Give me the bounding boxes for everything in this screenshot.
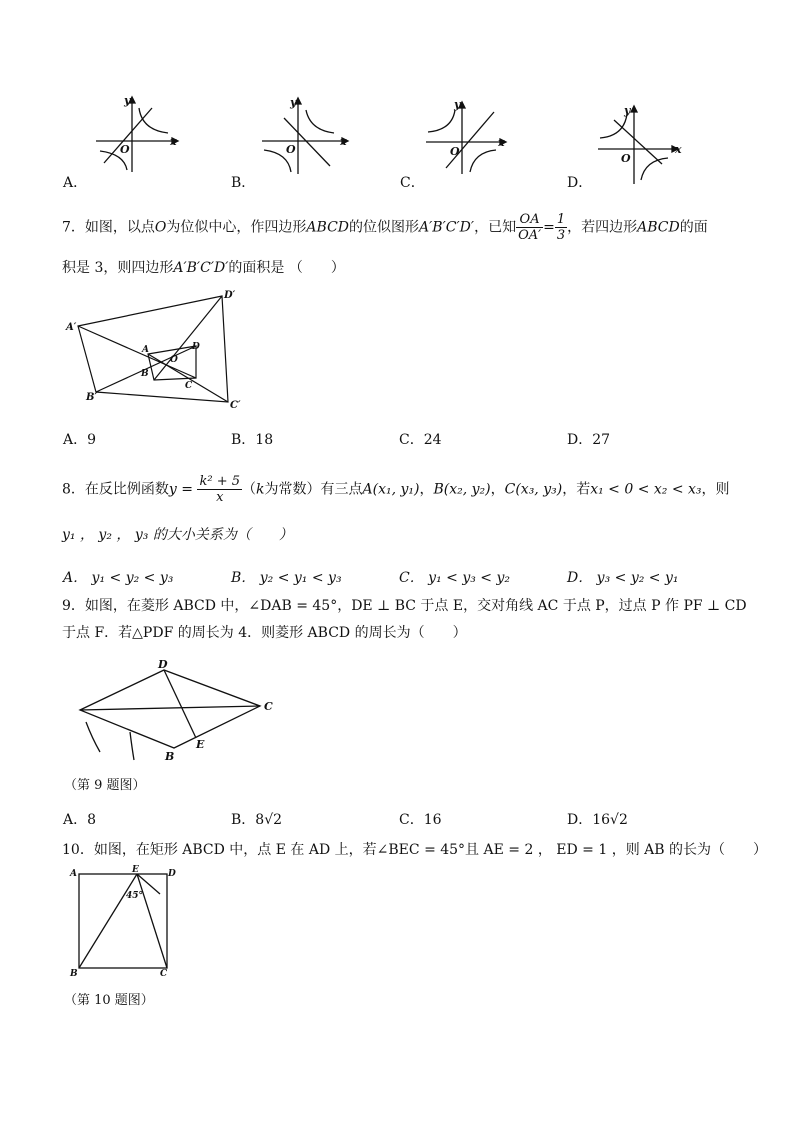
- q7-ratio-fraction: $\frac{OA}{OA'}$: [518, 212, 542, 243]
- q9-figure-caption: （第 9 题图）: [64, 778, 146, 793]
- q7-label-c1: C′: [230, 400, 241, 411]
- q7-option-b[interactable]: B．18: [231, 432, 274, 448]
- q8-stem-line2: y₁ ， y₂ ， y₃ 的大小关系为（ ）: [62, 527, 293, 543]
- q7-stem-line1: 7．如图，以点O为位似中心，作四边形ABCD的位似图形A′B′C′D′，已知 $\frac{OA}{OA'}$ = $\frac{1}{3}$ ，若四边形ABCD的面: [62, 212, 708, 243]
- q10-figure-caption: （第 10 题图）: [64, 993, 154, 1008]
- q6d-y-label: y: [624, 104, 631, 117]
- q6c-o-label: O: [450, 145, 460, 158]
- q7-label-b1: B′: [86, 392, 98, 403]
- q8-option-a[interactable]: A． y₁ < y₂ < y₃: [63, 570, 174, 586]
- q6-option-d[interactable]: D．: [567, 175, 593, 191]
- q7-option-a[interactable]: A．9: [63, 432, 97, 448]
- q7-stem-line2: 积是 3，则四边形A′B′C′D′的面积是 （ ）: [62, 260, 345, 276]
- q10-label-e: E: [132, 865, 139, 875]
- q8-function-fraction: $\frac{\text{k² + 5}}{x}$: [199, 474, 241, 505]
- q6c-x-label: x: [498, 136, 505, 149]
- q8-option-d[interactable]: D． y₃ < y₂ < y₁: [567, 570, 679, 586]
- q6c-y-label: y: [454, 98, 461, 111]
- q6d-o-label: O: [621, 152, 631, 165]
- q9-stem-line2: 于点 F．若△PDF 的周长为 4．则菱形 ABCD 的周长为（ ）: [62, 625, 467, 641]
- q10-label-b: B: [70, 969, 78, 979]
- q10-stem-line1: 10．如图，在矩形 ABCD 中，点 E 在 AD 上，若∠BEC = 45°且 AE = 2 ， ED = 1 ，则 AB 的长为（ ）: [62, 842, 768, 858]
- q10-label-a: A: [70, 869, 77, 879]
- q7-one-third: $\frac{1}{3}$: [556, 212, 566, 243]
- q10-label-c: C: [160, 969, 168, 979]
- q6-option-b[interactable]: B．: [231, 175, 256, 191]
- q6a-x-label: x: [170, 135, 177, 148]
- q6a-y-label: y: [124, 94, 131, 107]
- q9-option-b[interactable]: B．8√2: [231, 812, 283, 828]
- q6-option-a[interactable]: A．: [63, 175, 88, 191]
- q7-label-a: A: [142, 345, 149, 355]
- q7-label-d1: D′: [224, 290, 236, 301]
- q7-label-a1: A′: [66, 322, 77, 333]
- q10-label-angle: 45°: [126, 891, 144, 901]
- q7-label-c: C: [185, 381, 193, 391]
- q7-label-d: D: [192, 342, 200, 352]
- q8-stem-line1: 8．在反比例函数y = $\frac{\text{k² + 5}}{x}$ （k为常数）有三点A(x₁, y₁)，B(x₂, y₂)，C(x₃, y₃)，若x₁ < 0 < x₂ < x₃，则: [62, 474, 730, 505]
- q7-label-b: B: [141, 369, 149, 379]
- q9-label-b: B: [165, 750, 175, 763]
- q6b-x-label: x: [340, 135, 347, 148]
- q6b-o-label: O: [286, 143, 296, 156]
- q9-option-a[interactable]: A．8: [63, 812, 97, 828]
- q6b-y-label: y: [290, 96, 297, 109]
- q9-label-e: E: [196, 738, 205, 751]
- q6-option-c[interactable]: C．: [400, 175, 425, 191]
- q6a-o-label: O: [120, 143, 130, 156]
- q10-label-d: D: [168, 869, 176, 879]
- q8-option-b[interactable]: B． y₂ < y₁ < y₃: [231, 570, 342, 586]
- q7-option-c[interactable]: C．24: [399, 432, 442, 448]
- q9-option-d[interactable]: D．16√2: [567, 812, 628, 828]
- q8-option-c[interactable]: C． y₁ < y₃ < y₂: [399, 570, 510, 586]
- q9-label-d: D: [158, 658, 168, 671]
- q7-label-o: O: [170, 355, 178, 365]
- q9-option-c[interactable]: C．16: [399, 812, 442, 828]
- q9-stem-line1: 9．如图，在菱形 ABCD 中，∠DAB = 45°，DE ⊥ BC 于点 E，交对角线 AC 于点 P，过点 P 作 PF ⊥ CD: [62, 598, 747, 614]
- q7-option-d[interactable]: D．27: [567, 432, 611, 448]
- q6d-x-label: x: [675, 143, 682, 156]
- q9-label-c: C: [264, 700, 273, 713]
